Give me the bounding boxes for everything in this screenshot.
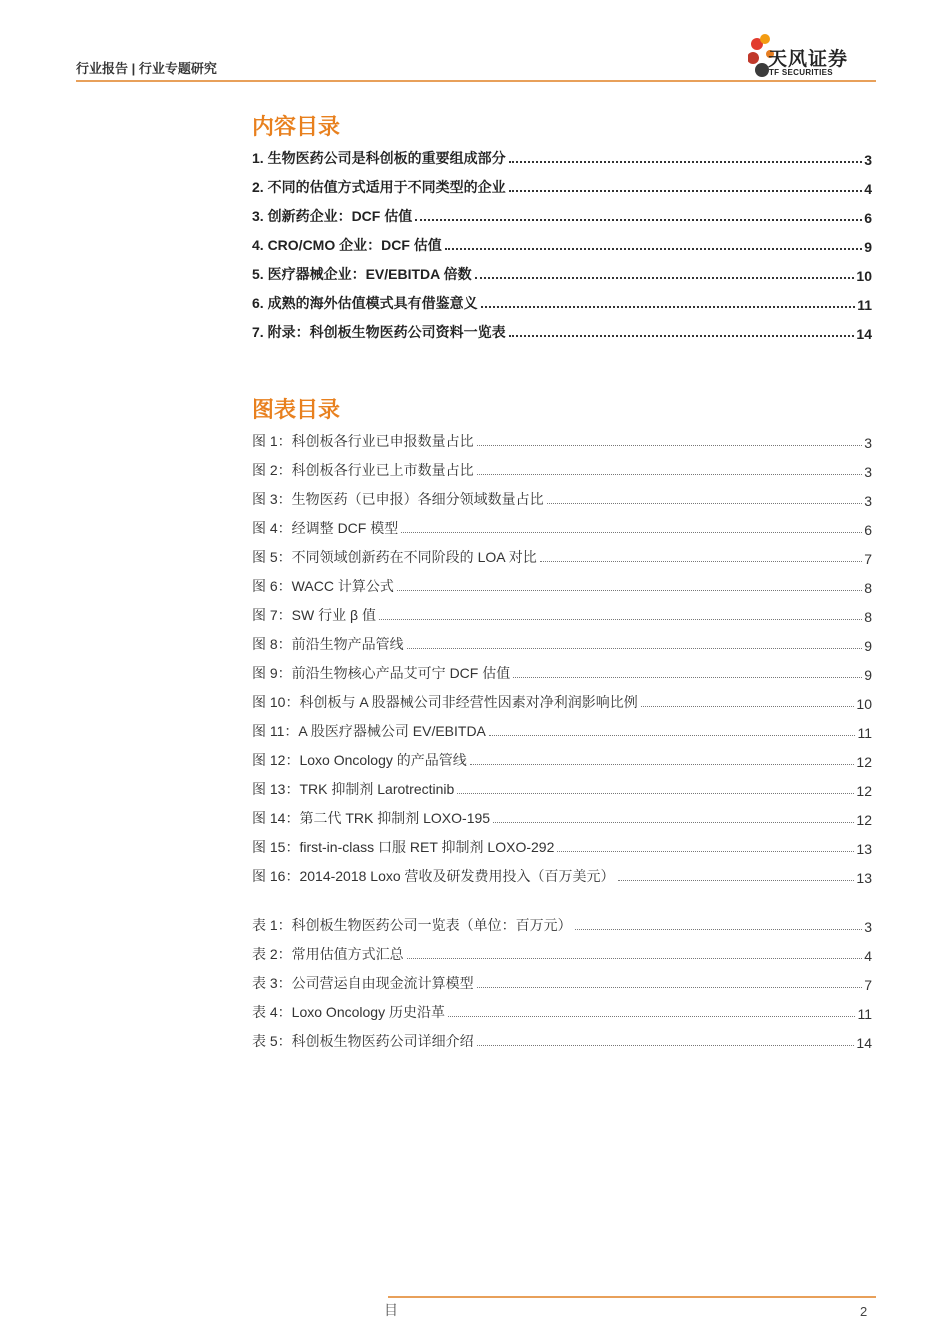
figure-item-label: 图 4：经调整 DCF 模型 xyxy=(252,520,399,536)
dot-leader xyxy=(407,957,863,959)
table-item[interactable] xyxy=(252,1000,872,1022)
toc-item-label: 6. 成熟的海外估值模式具有借鉴意义 xyxy=(252,295,478,311)
toc-item-page: 14 xyxy=(856,326,872,342)
figure-item-page: 3 xyxy=(864,493,872,509)
toc-item-label: 7. 附录：科创板生物医药公司资料一览表 xyxy=(252,324,506,340)
table-item[interactable] xyxy=(252,971,872,993)
dot-leader xyxy=(547,502,863,504)
dot-leader xyxy=(509,334,855,337)
dot-leader xyxy=(618,879,855,881)
figure-item[interactable] xyxy=(252,748,872,770)
dot-leader xyxy=(575,928,863,930)
figure-item[interactable] xyxy=(252,487,872,509)
logo-english-name: TF SECURITIES xyxy=(769,68,833,77)
toc-title: 内容目录 xyxy=(252,114,341,139)
figure-item-page: 10 xyxy=(856,696,872,712)
figure-item[interactable] xyxy=(252,545,872,567)
figure-item-label: 图 6：WACC 计算公式 xyxy=(252,578,394,594)
figure-item-page: 11 xyxy=(857,725,872,741)
table-item-page: 14 xyxy=(856,1035,872,1051)
figure-item[interactable] xyxy=(252,719,872,741)
figure-item-label: 图 14：第二代 TRK 抑制剂 LOXO-195 xyxy=(252,810,491,826)
figure-item[interactable] xyxy=(252,864,872,886)
dot-leader xyxy=(415,218,862,221)
dot-leader xyxy=(557,850,854,852)
footer-note: 目 xyxy=(384,1302,398,1318)
dot-leader xyxy=(509,160,863,163)
figure-item-page: 12 xyxy=(856,754,872,770)
figure-item-page: 3 xyxy=(864,464,872,480)
dot-leader xyxy=(457,792,854,794)
dot-leader xyxy=(477,1044,855,1046)
figure-item-label: 图 3：生物医药（已申报）各细分领域数量占比 xyxy=(252,491,544,507)
logo-chinese-name: 天风证券 xyxy=(768,49,849,70)
figure-item-label: 图 9：前沿生物核心产品艾可宁 DCF 估值 xyxy=(252,665,511,681)
dot-leader xyxy=(641,705,855,707)
figure-item[interactable] xyxy=(252,458,872,480)
toc-item-label: 2. 不同的估值方式适用于不同类型的企业 xyxy=(252,179,506,195)
figure-item-label: 图 5：不同领域创新药在不同阶段的 LOA 对比 xyxy=(252,549,537,565)
dot-leader xyxy=(540,560,863,562)
table-item-page: 11 xyxy=(857,1006,872,1022)
toc-item-label: 4. CRO/CMO 企业：DCF 估值 xyxy=(252,237,442,253)
figure-item[interactable] xyxy=(252,835,872,857)
figure-item-label: 图 2：科创板各行业已上市数量占比 xyxy=(252,462,474,478)
figure-item[interactable] xyxy=(252,661,872,683)
table-item[interactable] xyxy=(252,942,872,964)
toc-item[interactable] xyxy=(252,204,872,226)
figure-item-page: 13 xyxy=(856,870,872,886)
toc-item[interactable] xyxy=(252,320,872,342)
dot-leader xyxy=(379,618,862,620)
figures-title: 图表目录 xyxy=(252,397,341,422)
dot-leader xyxy=(481,305,856,308)
footer-divider xyxy=(388,1296,876,1298)
toc-item-page: 11 xyxy=(857,297,872,313)
toc-item-page: 9 xyxy=(864,239,872,255)
toc-item-label: 3. 创新药企业：DCF 估值 xyxy=(252,208,413,224)
toc-item-label: 5. 医疗器械企业：EV/EBITDA 倍数 xyxy=(252,266,472,282)
dot-leader xyxy=(477,444,863,446)
figure-item-label: 图 11：A 股医疗器械公司 EV/EBITDA xyxy=(252,723,486,739)
figure-item-page: 12 xyxy=(856,783,872,799)
figure-item-label: 图 10：科创板与 A 股器械公司非经营性因素对净利润影响比例 xyxy=(252,694,638,710)
toc-item[interactable] xyxy=(252,291,872,313)
toc-item[interactable] xyxy=(252,175,872,197)
figure-item-label: 图 7：SW 行业 β 值 xyxy=(252,607,376,623)
dot-leader xyxy=(513,676,862,678)
toc-item-page: 3 xyxy=(864,152,872,168)
dot-leader xyxy=(477,986,863,988)
figure-item-label: 图 1：科创板各行业已申报数量占比 xyxy=(252,433,474,449)
table-item-page: 7 xyxy=(864,977,872,993)
dot-leader xyxy=(470,763,855,765)
figure-item-page: 3 xyxy=(864,435,872,451)
figure-item-label: 图 12：Loxo Oncology 的产品管线 xyxy=(252,752,467,768)
figure-item-page: 8 xyxy=(864,609,872,625)
figure-item-label: 图 8：前沿生物产品管线 xyxy=(252,636,404,652)
figure-item[interactable] xyxy=(252,632,872,654)
figure-item[interactable] xyxy=(252,574,872,596)
dot-leader xyxy=(397,589,862,591)
table-item-label: 表 3：公司营运自由现金流计算模型 xyxy=(252,975,474,991)
toc-item[interactable] xyxy=(252,146,872,168)
dot-leader xyxy=(475,276,855,279)
toc-item[interactable] xyxy=(252,233,872,255)
figure-item-page: 9 xyxy=(864,638,872,654)
figure-item[interactable] xyxy=(252,690,872,712)
figure-item[interactable] xyxy=(252,429,872,451)
toc-item-label: 1. 生物医药公司是科创板的重要组成部分 xyxy=(252,150,506,166)
toc-item-page: 10 xyxy=(856,268,872,284)
figure-item-page: 6 xyxy=(864,522,872,538)
figure-item-label: 图 13：TRK 抑制剂 Larotrectinib xyxy=(252,781,455,797)
report-category: 行业报告 | 行业专题研究 xyxy=(76,61,217,76)
dot-leader xyxy=(407,647,863,649)
dot-leader xyxy=(509,189,863,192)
table-item[interactable] xyxy=(252,1029,872,1051)
table-item-label: 表 4：Loxo Oncology 历史沿革 xyxy=(252,1004,445,1020)
dot-leader xyxy=(493,821,854,823)
table-item-page: 3 xyxy=(864,919,872,935)
figure-item-label: 图 16：2014-2018 Loxo 营收及研发费用投入（百万美元） xyxy=(252,868,615,884)
dot-leader xyxy=(445,247,862,250)
table-item-label: 表 2：常用估值方式汇总 xyxy=(252,946,404,962)
figure-item[interactable] xyxy=(252,777,872,799)
figure-item-label: 图 15：first-in-class 口服 RET 抑制剂 LOXO-292 xyxy=(252,839,555,855)
toc-item-page: 6 xyxy=(864,210,872,226)
dot-leader xyxy=(401,531,862,533)
figure-item-page: 9 xyxy=(864,667,872,683)
page-number: 2 xyxy=(860,1304,868,1319)
figure-item-page: 7 xyxy=(864,551,872,567)
toc-item[interactable] xyxy=(252,262,872,284)
toc-item-page: 4 xyxy=(864,181,872,197)
table-item[interactable] xyxy=(252,913,872,935)
dot-leader xyxy=(477,473,863,475)
table-item-page: 4 xyxy=(864,948,872,964)
table-item-label: 表 5：科创板生物医药公司详细介绍 xyxy=(252,1033,474,1049)
figure-item[interactable] xyxy=(252,603,872,625)
figure-item[interactable] xyxy=(252,516,872,538)
figure-item-page: 8 xyxy=(864,580,872,596)
figure-item-page: 13 xyxy=(856,841,872,857)
table-item-label: 表 1：科创板生物医药公司一览表（单位：百万元） xyxy=(252,917,572,933)
figure-item-page: 12 xyxy=(856,812,872,828)
dot-leader xyxy=(448,1015,855,1017)
dot-leader xyxy=(489,734,856,736)
figure-item[interactable] xyxy=(252,806,872,828)
